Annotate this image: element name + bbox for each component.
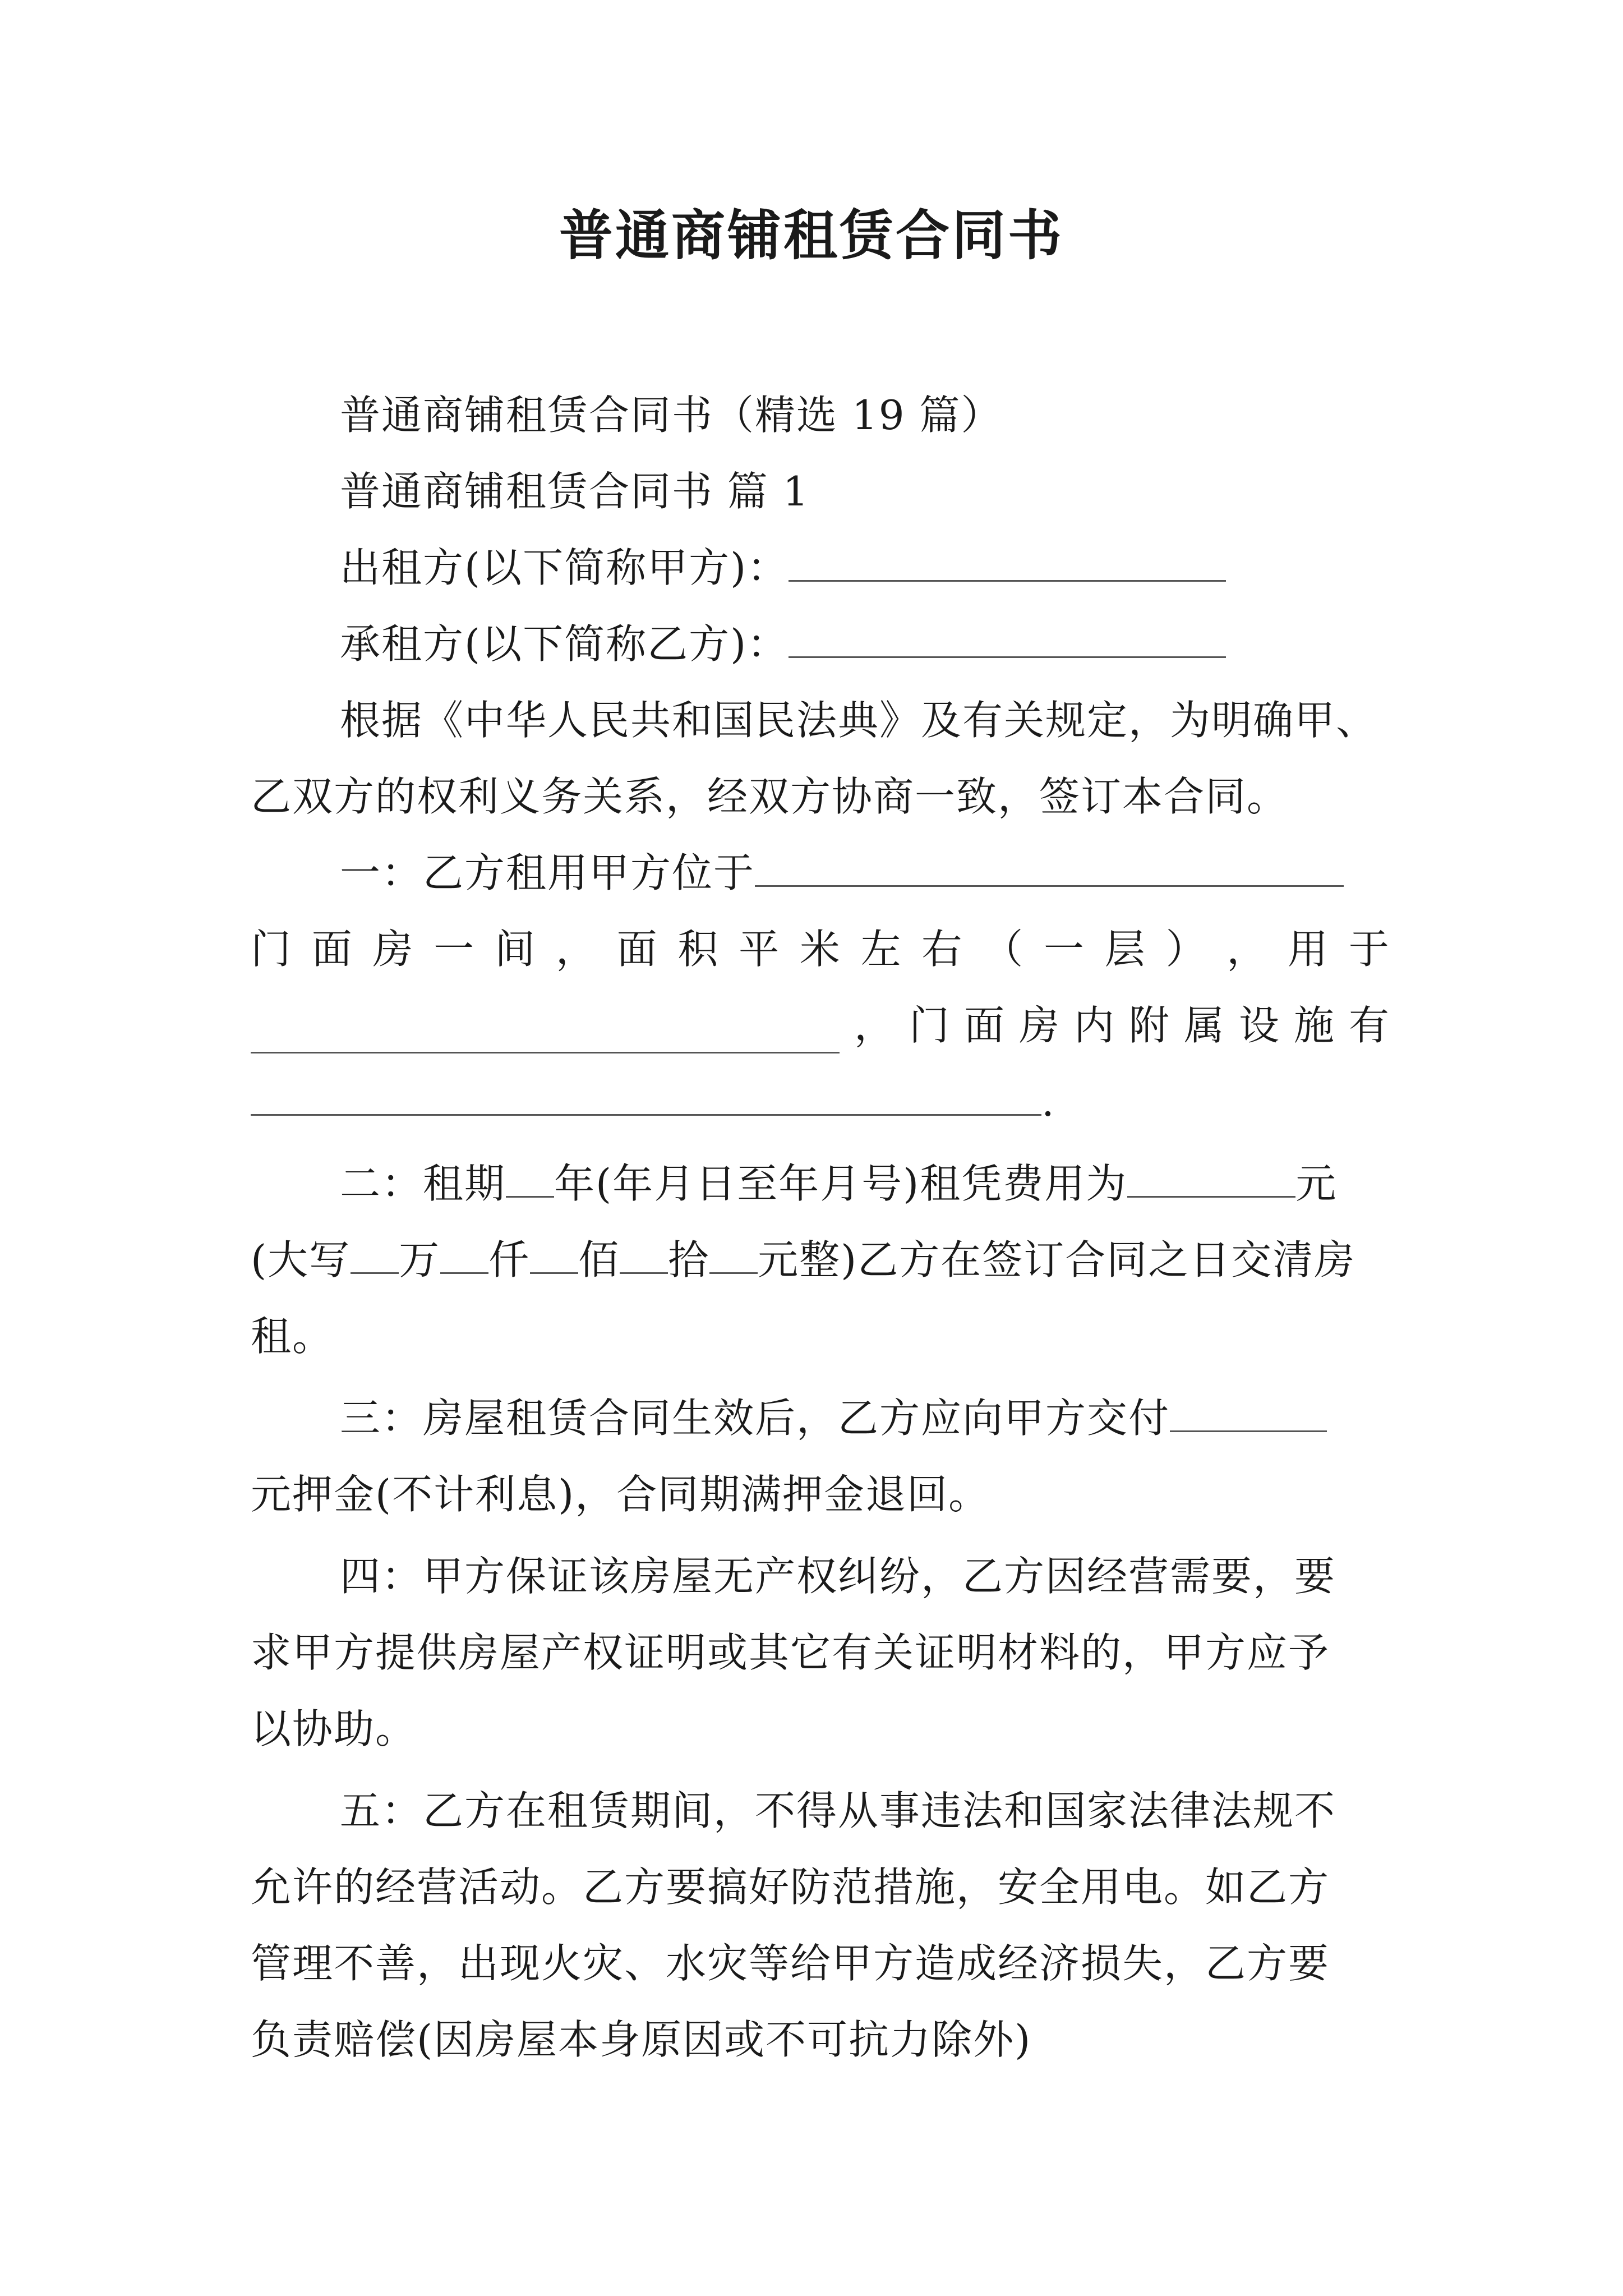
lessee-label: 承租方(以下简称乙方)：: [340, 620, 789, 668]
clause2-blank: [530, 1235, 578, 1274]
clause5-line-3: 管理不善，出现火灾、水灾等给甲方造成经济损失，乙方要: [251, 1940, 1330, 1987]
clause2-text: 拾: [668, 1236, 710, 1283]
clause3-line-1: [340, 1390, 1327, 1446]
clause2-line-3: 租。: [251, 1313, 334, 1360]
clause1-char: ，: [1227, 926, 1267, 973]
clause1-end-mark: .: [1041, 1078, 1055, 1125]
clause5-line-1: 五：乙方在租赁期间，不得从事违法和国家法律法规不: [340, 1787, 1336, 1834]
clause1-line-1: [340, 845, 1344, 901]
clause1-char: 门: [909, 1002, 949, 1049]
clause5-line-2: 允许的经营活动。乙方要搞好防范措施，安全用电。如乙方: [251, 1864, 1330, 1911]
clause2-text: 年(年月日至年月号)租凭费用为: [554, 1160, 1128, 1207]
clause1-line-2: [251, 921, 1389, 977]
clause1-char: ）: [1165, 926, 1206, 973]
clause1-location-blank: [755, 848, 1344, 887]
clause1-char: 米: [799, 926, 840, 973]
clause1-char: 面: [311, 926, 352, 973]
clause1-char: （: [983, 926, 1023, 973]
lessee-line: [340, 616, 1226, 672]
clause1-line-3: [251, 997, 1389, 1053]
clause1-char: 于: [1348, 926, 1389, 973]
clause1-char: 平: [739, 926, 780, 973]
clause3-line-2: 元押金(不计利息)，合同期满押金退回。: [251, 1471, 990, 1518]
intro-line-2: 乙双方的权利义务关系，经双方协商一致，签订本合同。: [251, 773, 1289, 820]
clause1-char: ，: [854, 1002, 895, 1049]
clause2-text: 仟: [488, 1236, 531, 1283]
clause1-char: 附: [1128, 1002, 1169, 1049]
clause4-line-3: 以协助。: [251, 1705, 417, 1752]
lessor-blank: [789, 543, 1226, 582]
clause1-char: ，: [555, 926, 596, 973]
clause2-text: 元: [1295, 1160, 1338, 1207]
clause1-char: 右: [921, 926, 962, 973]
clause1-facilities-blank: [251, 1077, 1041, 1116]
clause1-char: 有: [1348, 1002, 1389, 1049]
clause1-line-4: [251, 1074, 1055, 1130]
clause1-char: 属: [1183, 1002, 1224, 1049]
clause4-line-2: 求甲方提供房屋产权证明或其它有关证明材料的，甲方应予: [251, 1629, 1330, 1676]
document-title: 普通商铺租赁合同书: [559, 204, 1064, 267]
clause1-char: 一: [1043, 926, 1084, 973]
clause1-char: 内: [1073, 1002, 1114, 1049]
clause2-fee-blank: [1127, 1159, 1295, 1198]
clause4-line-1: 四：甲方保证该房屋无产权纠纷，乙方因经营需要，要: [340, 1553, 1336, 1600]
lessee-blank: [789, 619, 1226, 658]
clause2-blank: [440, 1235, 488, 1274]
clause1-char: 面: [616, 926, 657, 973]
clause1-char: 面: [963, 1002, 1004, 1049]
clause5-line-4: 负责赔偿(因房屋本身原因或不可抗力除外): [251, 2016, 1032, 2063]
clause3-deposit-blank: [1170, 1393, 1327, 1432]
clause2-blank: [709, 1235, 758, 1274]
clause1-usage-blank: [251, 1015, 840, 1053]
document-subtitle: 普通商铺租赁合同书（精选 19 篇）: [340, 392, 1003, 439]
clause1-char: 积: [677, 926, 718, 973]
clause2-text: 佰: [578, 1236, 620, 1283]
clause2-blank: [351, 1235, 399, 1274]
clause1-char: 设: [1238, 1002, 1279, 1049]
clause1-char: 一: [434, 926, 474, 973]
clause2-text: 元整)乙方在签订合同之日交清房: [758, 1236, 1356, 1283]
lessor-label: 出租方(以下简称甲方)：: [340, 544, 789, 591]
clause1-char: 用: [1288, 926, 1329, 973]
clause1-prefix: 一：乙方租用甲方位于: [340, 849, 755, 896]
clause2-text: 二：租期: [340, 1160, 506, 1207]
clause2-years-blank: [506, 1159, 554, 1198]
clause3-text: 三：房屋租赁合同生效后，乙方应向甲方交付: [340, 1395, 1170, 1442]
lessor-line: [340, 540, 1226, 596]
clause1-char: 房: [372, 926, 413, 973]
clause2-text: 万: [399, 1236, 441, 1283]
clause1-char: 房: [1018, 1002, 1059, 1049]
intro-line-1: 根据《中华人民共和国民法典》及有关规定，为明确甲、: [340, 697, 1378, 744]
clause1-char: 施: [1293, 1002, 1334, 1049]
clause1-char: 门: [251, 926, 292, 973]
clause2-text: (大写: [251, 1236, 351, 1283]
clause1-char: 层: [1104, 926, 1145, 973]
section-heading: 普通商铺租赁合同书 篇 1: [340, 468, 810, 515]
clause2-blank: [620, 1235, 668, 1274]
clause1-char: 左: [860, 926, 901, 973]
clause1-char: 间: [495, 926, 536, 973]
clause2-line-2: [251, 1232, 1355, 1288]
clause2-line-1: [340, 1156, 1337, 1212]
